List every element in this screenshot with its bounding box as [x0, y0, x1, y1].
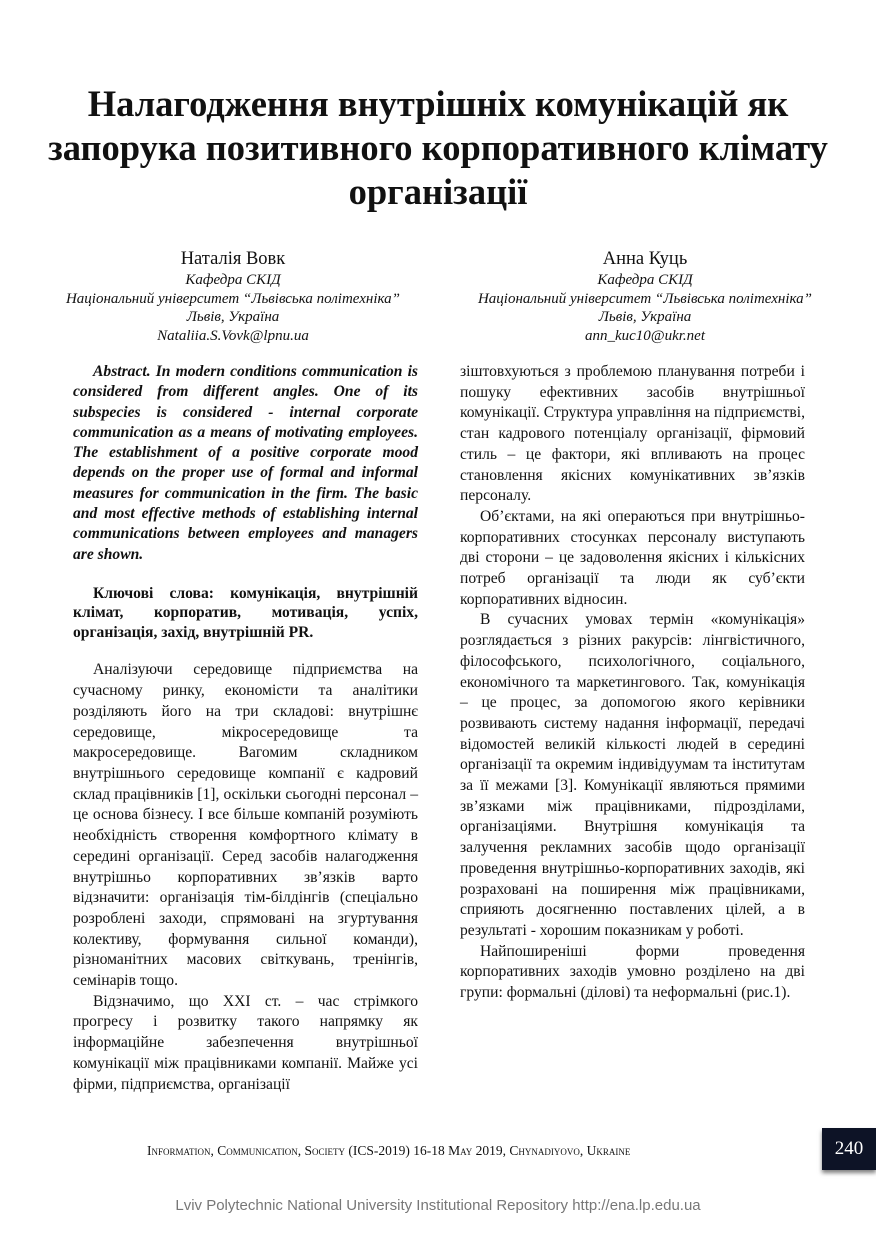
body-paragraph: Об’єктами, на які операються при внутрішньо-корпоративних стосунках персоналу виступають дві сторони – це задоволення якісних і кількісних потреб організації та люди як суб’єкти корпоративних відносин. — [460, 507, 805, 608]
author-block-2 — [445, 247, 845, 345]
right-column — [460, 362, 805, 1004]
conference-footer: Information, Communication, Society (ICS-2019) 16-18 May 2019, Chynadiyovo, Ukraine — [147, 1143, 631, 1158]
repository-notice: Lviv Polytechnic National University Institutional Repository http://ena.lp.edu.ua — [175, 1197, 701, 1214]
body-paragraph: Аналізуючи середовище підприємства на сучасному ринку, економісти та аналітики розділяють його на три складові: внутрішнє середовище, мікросередовище та макросередовище. Вагомим складником внутрішнього середовище компанії є кадровий склад працівників [1], оскільки сьогодні персонал – це основа бізнесу. І все більше компаній розуміють необхідність створення комфортного клімату в середині організації. Серед засобів налагодження внутрішньо корпоративних зв’язків варто відзначити: організація тім-білдінгів (спеціально розроблені заходи, спрямовані на згуртування колективу, формування сильної команди), різноманітних масових світкувань, тренінгів, семінарів тощо. — [73, 661, 418, 990]
author-university: Національний університет “Львівська політехніка” — [477, 290, 813, 307]
left-column — [73, 362, 418, 1095]
author-department: Кафедра СКІД — [185, 272, 281, 288]
author-email[interactable]: Nataliia.S.Vovk@lpnu.ua — [157, 327, 309, 344]
keywords: Ключові слова: комунікація, внутрішній клімат, корпоратив, мотивація, успіх, організація, захід, внутрішній PR. — [73, 584, 418, 641]
author-name: Анна Куць — [602, 249, 688, 269]
body-paragraph: Відзначимо, що XXI ст. – час стрімкого прогресу і розвитку такого напрямку як інформаційне забезпечення внутрішньої комунікації між працівниками компанії. Майже усі фірми, підприємства, організації — [73, 992, 418, 1093]
author-city: Львів, Україна — [186, 309, 280, 325]
author-name: Наталія Вовк — [180, 249, 286, 269]
author-city: Львів, Україна — [598, 309, 692, 325]
author-department: Кафедра СКІД — [597, 272, 693, 288]
body-paragraph: В сучасних умовах термін «комунікація» розглядається з різних ракурсів: лінгвістичного, філософського, психологічного, соціального, економічного та маркетингового. Так, комунікація – це процес, за допомогою якого керівники розвивають систему надання інформації, передачі відомостей великій кількості людей в середині організації та окремим індивідуумам та інститутам за її межами [3]. Комунікації являються прямими зв’язками між працівниками, підрозділами, організаціями. Внутрішня комунікація та залучення рекламних засобів щодо організації проведення внутрішньо-корпоративних заходів, які розраховані на поширення між працівниками, сприяють досягненню поставлених цілей, а в результаті - хорошим показникам у роботі. — [460, 611, 805, 939]
body-paragraph: зіштовхуються з проблемою планування потреби і пошуку ефективних засобів внутрішньої комунікації. Структура управління на підприємстві, стан кадрового потенціалу організації, фірмовий стиль – це фактори, які впливають на процес становлення якісних комунікативних зв’язків персоналу. — [460, 363, 805, 505]
body-paragraph: Найпоширеніші форми проведення корпоративних заходів умовно розділено на дві групи: формальні (ділові) та неформальні (рис.1). — [460, 942, 805, 1002]
author-university: Національний університет “Львівська політехніка” — [65, 290, 401, 307]
author-block-1 — [33, 247, 433, 345]
page-number: 240 — [822, 1128, 876, 1170]
abstract: Abstract. In modern conditions communication is considered from different angles. One of its subspecies is considered - internal corporate communication as a means of motivating employees. The establishment of a positive corporate mood depends on the proper use of formal and informal measures for communication in the firm. The basic and most effective methods of establishing internal communications between employees and managers are shown. — [73, 363, 418, 563]
paper-title: Налагодження внутрішніх комунікацій як запорука позитивного корпоративного клімату організації — [48, 83, 828, 212]
author-email[interactable]: ann_kuc10@ukr.net — [584, 327, 706, 344]
